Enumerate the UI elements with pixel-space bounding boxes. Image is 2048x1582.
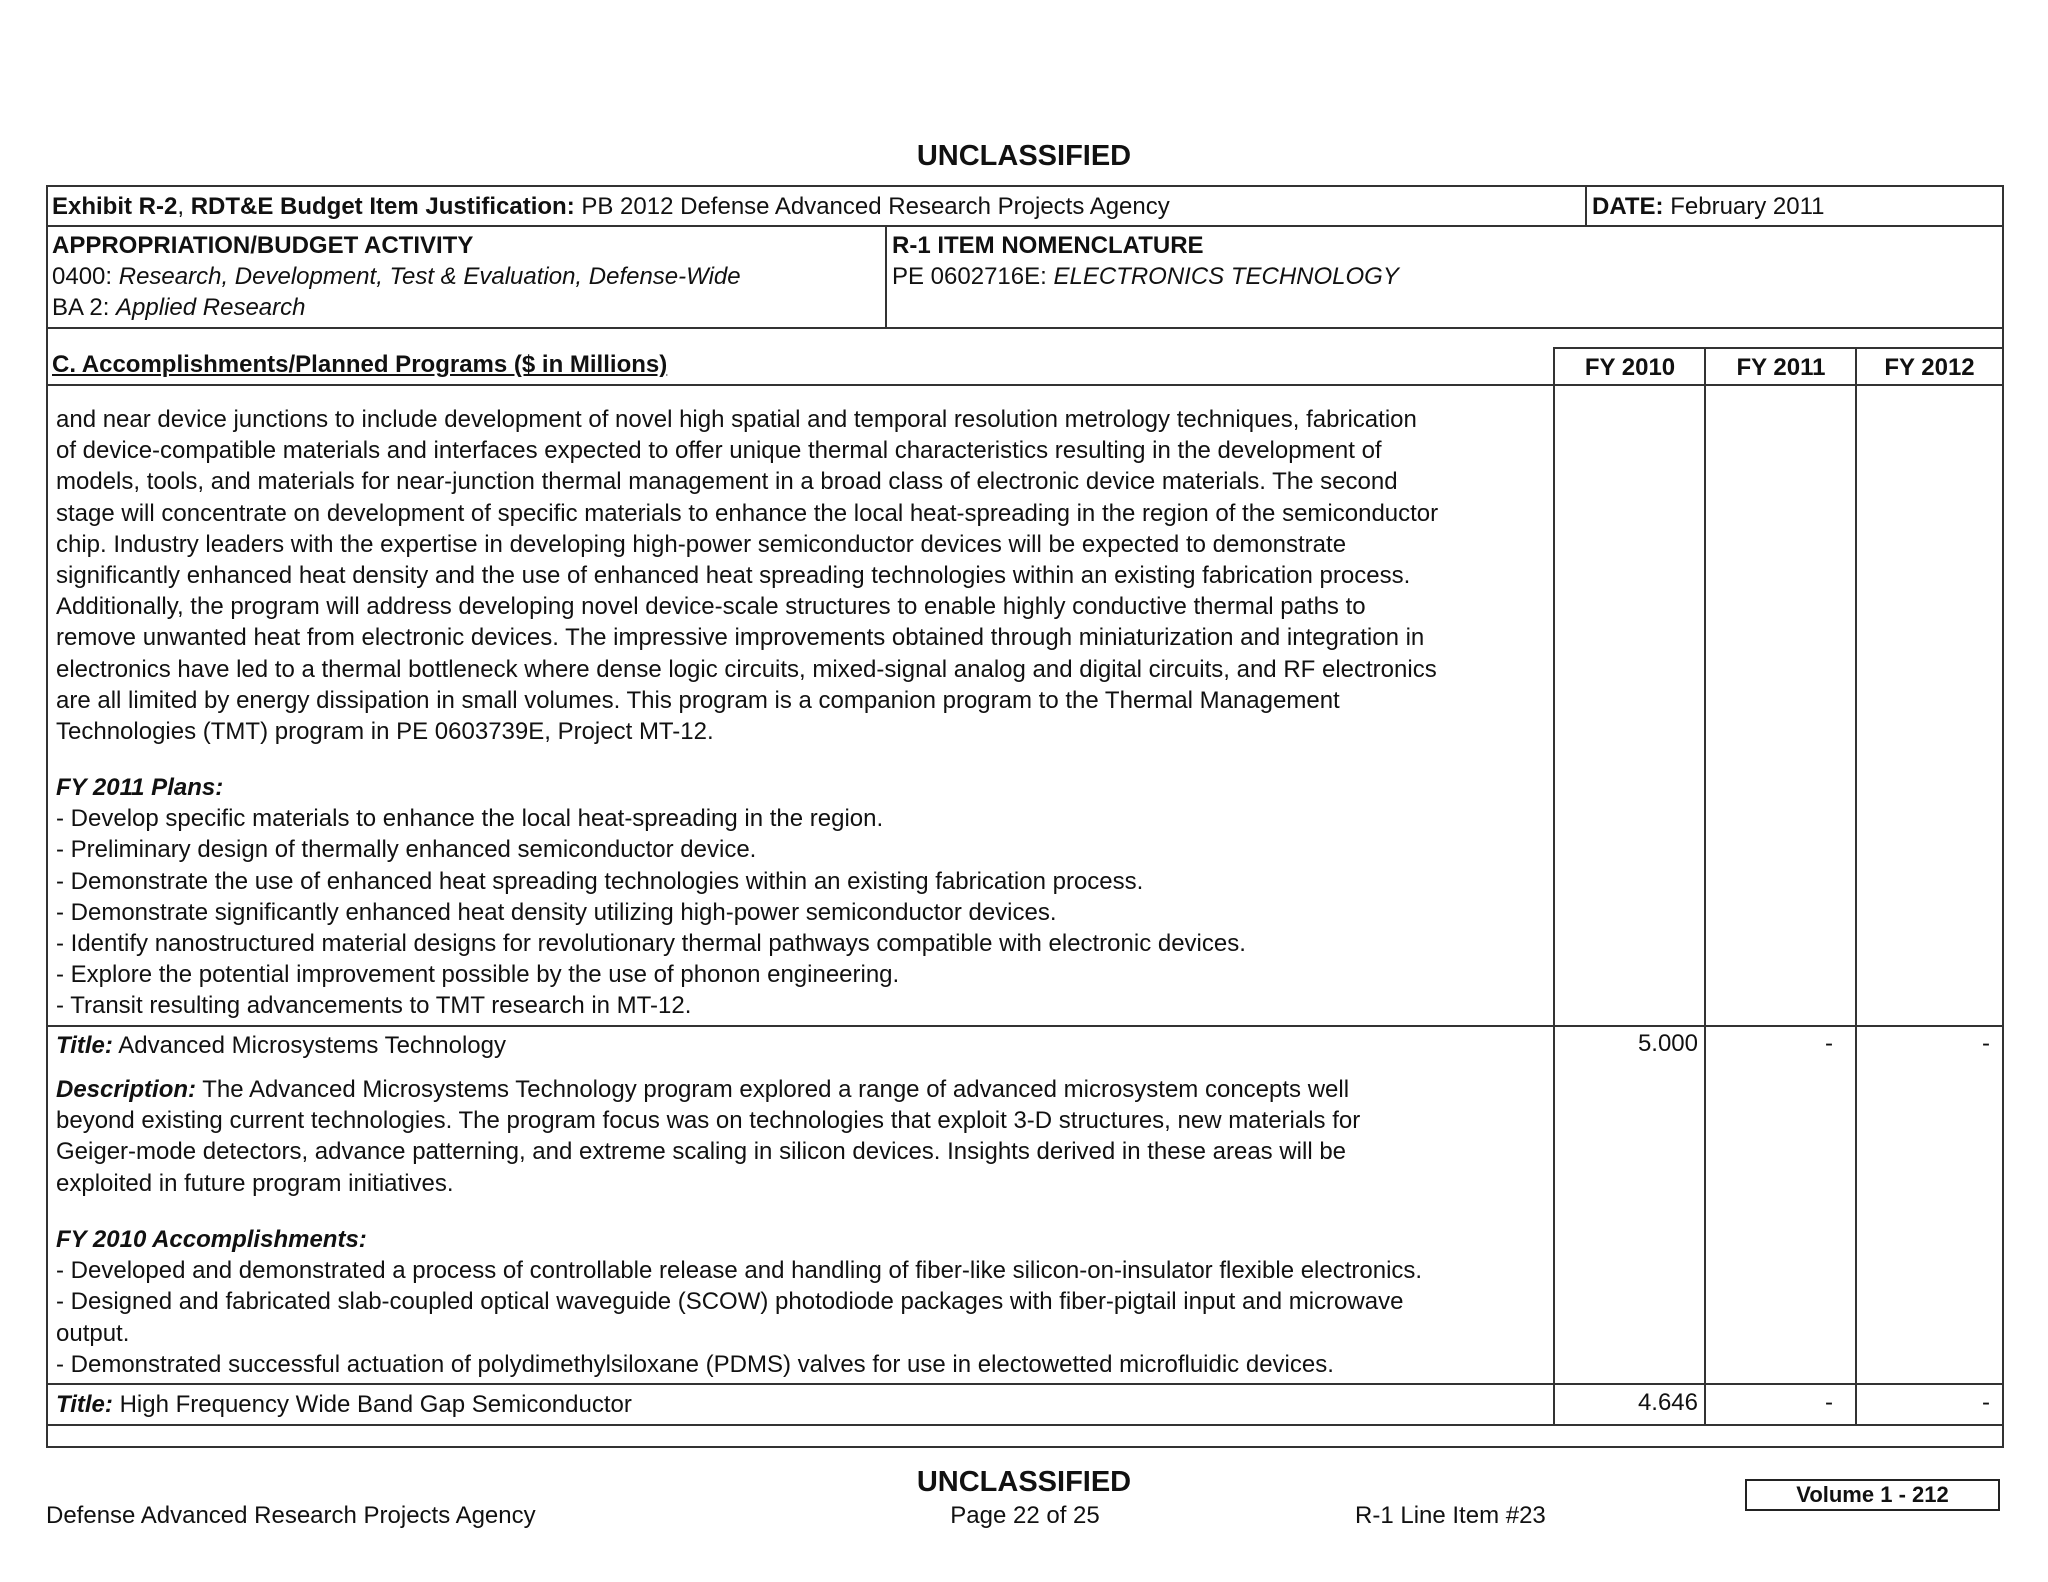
footer-agency: Defense Advanced Research Projects Agency [46, 1502, 536, 1529]
r1-value: PE 0602716E: ELECTRONICS TECHNOLOGY [892, 263, 1399, 290]
program2-title: Title: High Frequency Wide Band Gap Semiconductor [56, 1391, 632, 1418]
list-item: - Designed and fabricated slab-coupled optical waveguide (SCOW) photodiode packages with fiber-pigtail input and microwave [56, 1288, 1404, 1316]
footer-line-item: R-1 Line Item #23 [1355, 1502, 1546, 1529]
list-item: output. [56, 1319, 130, 1347]
r1-label: R-1 ITEM NOMENCLATURE [892, 232, 1204, 259]
date-field: DATE: February 2011 [1592, 193, 1825, 220]
program1-fy2011-value: - [1825, 1030, 1833, 1057]
appropriation-label: APPROPRIATION/BUDGET ACTIVITY [52, 232, 474, 259]
footer-page-number: Page 22 of 25 [950, 1502, 1100, 1529]
frame-right-border [2002, 185, 2004, 1448]
section-title: C. Accomplishments/Planned Programs ($ in Millions) [52, 351, 668, 378]
nomenclature-divider [885, 225, 887, 329]
fy2010-column-header: FY 2010 [1584, 354, 1676, 381]
list-item: - Transit resulting advancements to TMT research in MT-12. [56, 992, 692, 1020]
classification-bottom: UNCLASSIFIED [916, 1466, 1132, 1498]
list-item: - Explore the potential improvement possible by the use of phonon engineering. [56, 961, 900, 989]
fy2010-accomplishments-heading: FY 2010 Accomplishments: [56, 1226, 367, 1253]
fy2011-plans-heading: FY 2011 Plans: [56, 774, 224, 801]
fy2011-column-header: FY 2011 [1736, 354, 1826, 381]
header-bottom-divider [46, 327, 2004, 329]
list-item: - Developed and demonstrated a process of controllable release and handling of fiber-like silicon-on-insulator flexible electronics. [56, 1257, 1423, 1285]
column-divider-3 [1855, 347, 1857, 1425]
program1-fy2010-value: 5.000 [1637, 1030, 1698, 1057]
volume-box: Volume 1 - 212 [1745, 1479, 2000, 1511]
row-divider-1 [46, 1025, 2004, 1027]
list-item: - Demonstrate the use of enhanced heat spreading technologies within an existing fabrication process. [56, 867, 1144, 895]
fy2010-accomplishments [56, 1224, 1556, 1380]
budget-activity: BA 2: Applied Research [52, 294, 306, 321]
header-row-divider [46, 225, 2004, 227]
program1-fy2012-value: - [1982, 1030, 1990, 1057]
fy2011-plans [56, 772, 1556, 1022]
fy-header-top-border [1553, 347, 2004, 349]
row-divider-2 [46, 1383, 2004, 1385]
r1-nomenclature-block [892, 230, 1399, 292]
row-divider-3 [46, 1424, 2004, 1426]
fy2012-column-header: FY 2012 [1884, 354, 1975, 381]
column-divider-2 [1704, 347, 1706, 1425]
program1-description: Description: The Advanced Microsystems Technology program explored a range of advanced microsystem concepts well beyond existing current technologies. The program focus was on technologies that exploit 3-D structures, new materials for Geiger-mode detectors, advance patterning, and extreme scaling in silicon devices. Insights derived in these areas will be exploited in future program initiatives. [56, 1076, 1361, 1197]
section-title-underline [46, 384, 2004, 386]
appropriation-block [52, 230, 741, 323]
program1-title: Title: Advanced Microsystems Technology [56, 1032, 506, 1059]
list-item: - Demonstrate significantly enhanced heat density utilizing high-power semiconductor devices. [56, 898, 1057, 926]
frame-bottom-border [46, 1446, 2004, 1448]
frame-top-border [46, 185, 2004, 187]
program2-fy2010-value: 4.646 [1637, 1389, 1698, 1416]
appropriation-value: 0400: Research, Development, Test & Evaluation, Defense-Wide [52, 263, 741, 290]
program2-fy2012-value: - [1982, 1389, 1990, 1416]
continuation-text: and near device junctions to include development of novel high spatial and temporal resolution metrology techniques, fabrication of device-compatible materials and interfaces expected to offer unique thermal characteristics resulting in the development of models, tools, and materials for near-junction thermal management in a broad class of electronic device materials. The second stage will concentrate on development of specific materials to enhance the local heat-spreading in the region of the semiconductor chip. Industry leaders with the expertise in developing high-power semiconductor devices will be expected to demonstrate significantly enhanced heat density and the use of enhanced heat spreading technologies within an existing fabrication process. Additionally, the program will address developing novel device-scale structures to enable highly conductive thermal paths to remove unwanted heat from electronic devices. The impressive improvements obtained through miniaturization and integration in electronics have led to a thermal bottleneck where dense logic circuits, mixed-signal analog and digital circuits, and RF electronics are all limited by energy dissipation in small volumes. This program is a companion program to the Thermal Management Technologies (TMT) program in PE 0603739E, Project MT-12. [56, 406, 1439, 746]
list-item: - Preliminary design of thermally enhanced semiconductor device. [56, 836, 757, 864]
exhibit-title: Exhibit R-2, RDT&E Budget Item Justification: PB 2012 Defense Advanced Research Projects Agency [52, 193, 1170, 220]
list-item: - Identify nanostructured material designs for revolutionary thermal pathways compatible with electronic devices. [56, 930, 1246, 958]
list-item: - Develop specific materials to enhance the local heat-spreading in the region. [56, 805, 884, 833]
program2-fy2011-value: - [1825, 1389, 1833, 1416]
frame-left-border [46, 185, 48, 1448]
classification-top: UNCLASSIFIED [916, 140, 1132, 172]
date-divider [1585, 185, 1587, 227]
list-item: - Demonstrated successful actuation of polydimethylsiloxane (PDMS) valves for use in electowetted microfluidic devices. [56, 1350, 1334, 1378]
